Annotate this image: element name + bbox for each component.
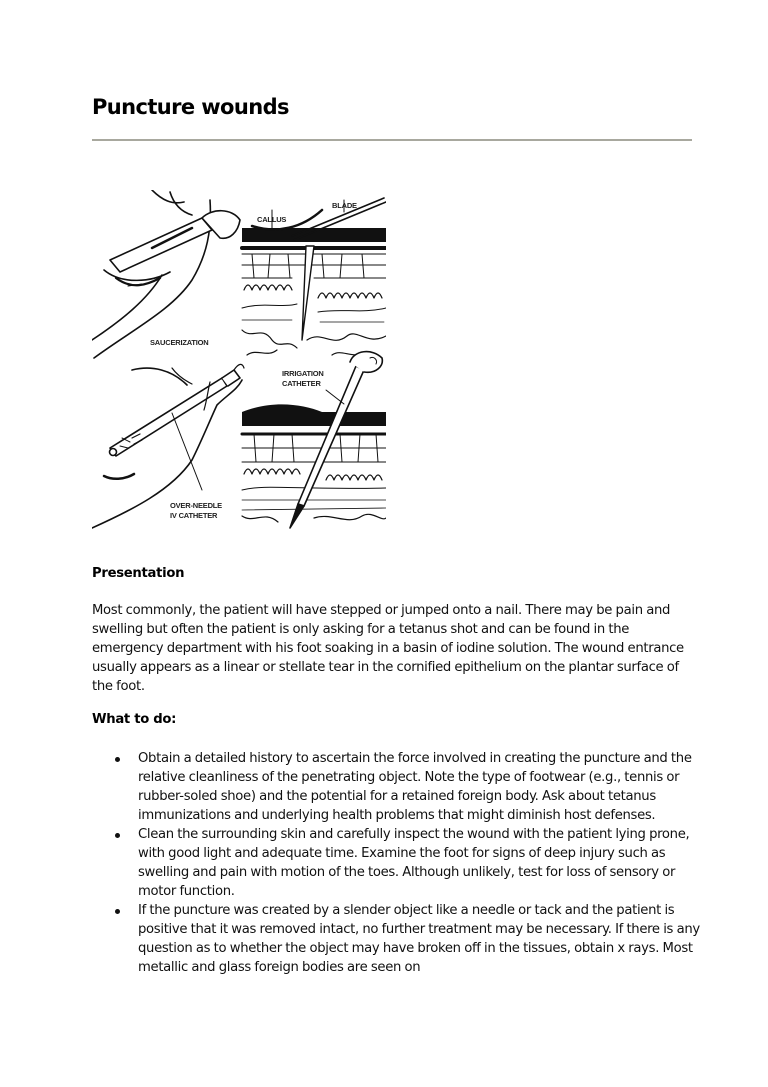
list-item xyxy=(92,901,702,977)
bullet-icon xyxy=(115,833,120,838)
bullet-icon xyxy=(115,909,120,914)
label-blade: BLADE xyxy=(332,201,357,210)
list-item xyxy=(92,825,702,901)
list-item-text: If the puncture was created by a slender object like a needle or tack and the patient is positive that it was removed intact, no further treatment may be necessary. If there is any question as to whether the object may have broken off in the tissues, obtain x rays. Most metallic and glass foreign bodies are seen on xyxy=(138,903,700,975)
list-item-text: Obtain a detailed history to ascertain the force involved in creating the puncture and the relative cleanliness of the penetrating object. Note the type of footwear (e.g., tennis or rubber-soled shoe) and the potential for a retained foreign body. Ask about tetanus immunizations and underlying health problems that might diminish host defenses. xyxy=(138,751,692,823)
list-item-text: Clean the surrounding skin and carefully inspect the wound with the patient lying prone, with good light and adequate time. Examine the foot for signs of deep injury such as swelling and pain with motion of the toes. Although unlikely, test for loss of sensory or motor function. xyxy=(138,827,690,899)
label-saucerization: SAUCERIZATION xyxy=(150,338,209,347)
section-heading-presentation: Presentation xyxy=(92,566,185,581)
section-heading-what-to-do: What to do: xyxy=(92,712,177,727)
list-item xyxy=(92,749,702,825)
label-irrigation-1: IRRIGATION xyxy=(282,369,324,378)
label-over-needle-2: IV CATHETER xyxy=(170,511,218,520)
what-to-do-list xyxy=(92,749,702,977)
title-divider xyxy=(92,139,692,141)
page-title: Puncture wounds xyxy=(92,95,289,119)
saucerization-panel-icon xyxy=(92,190,240,358)
label-callus: CALLUS xyxy=(257,215,287,224)
label-irrigation-2: CATHETER xyxy=(282,379,321,388)
wound-treatment-illustration xyxy=(92,190,386,532)
presentation-paragraph: Most commonly, the patient will have stepped or jumped onto a nail. There may be pain and swelling but often the patient is only asking for a tetanus shot and can be found in the emergency department with his foot soaking in a basin of iodine solution. The wound entrance usually appears as a linear or stellate tear in the cornified epithelium on the plantar surface of the foot. xyxy=(92,603,684,694)
label-over-needle-1: OVER-NEEDLE xyxy=(170,501,222,510)
bullet-icon xyxy=(115,757,120,762)
